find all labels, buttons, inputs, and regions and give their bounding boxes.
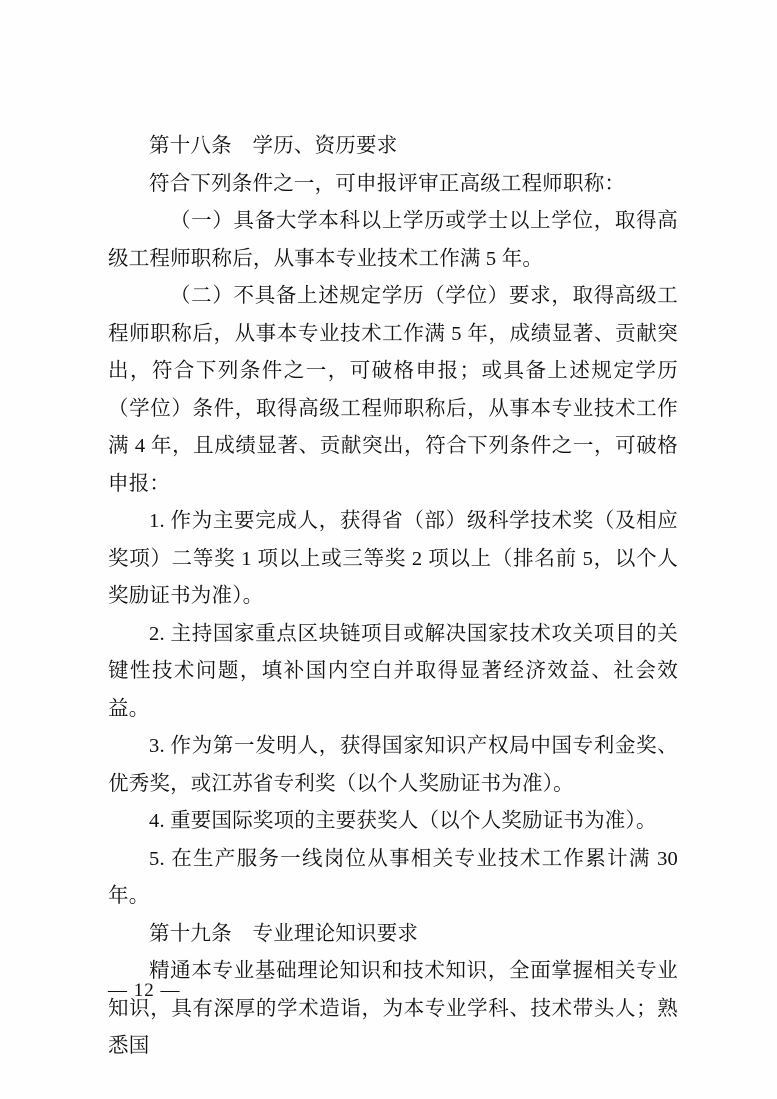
article-18-sub-item-4: 4. 重要国际奖项的主要获奖人（以个人奖励证书为准）。: [149, 810, 657, 832]
article-18-item-2: （二）不具备上述规定学历（学位）要求，取得高级工程师职称后，从事本专业技术工作满 5 年，成绩显著、贡献突出，符合下列条件之一，可破格申报；或具备上述规定学历（学位）条件，取得高级工程师职称后，从事本专业技术工作满 4 年，且成绩显著、贡献突出，符合下列条件之一，可破格申报：: [108, 285, 678, 495]
article-18-item-1: （一）具备大学本科以上学历或学士以上学位，取得高级工程师职称后，从事本专业技术工作满 5 年。: [108, 210, 678, 270]
article-19-paragraph: 精通本专业基础理论知识和技术知识，全面掌握相关专业知识，具有深厚的学术造诣，为本专业学科、技术带头人；熟悉国: [108, 960, 678, 1057]
article-18-heading: 第十八条 学历、资历要求: [149, 135, 398, 157]
article-18-sub-item-3: 3. 作为第一发明人，获得国家知识产权局中国专利金奖、优秀奖，或江苏省专利奖（以个人奖励证书为准）。: [108, 735, 678, 795]
page-body: [108, 128, 678, 1066]
article-18-sub-item-5: 5. 在生产服务一线岗位从事相关专业技术工作累计满 30 年。: [108, 847, 678, 907]
article-18-sub-item-2: 2. 主持国家重点区块链项目或解决国家技术攻关项目的关键性技术问题，填补国内空白并取得显著经济效益、社会效益。: [108, 622, 678, 720]
article-19-heading: 第十九条 专业理论知识要求: [149, 922, 419, 945]
article-18-sub-item-1: 1. 作为主要完成人，获得省（部）级科学技术奖（及相应奖项）二等奖 1 项以上或三等奖 2 项以上（排名前 5，以个人奖励证书为准）。: [108, 510, 678, 607]
page-number: — 12 —: [108, 980, 181, 1001]
page-footer: [108, 980, 678, 1002]
article-18-lead-paragraph: 符合下列条件之一，可申报评审正高级工程师职称：: [149, 172, 626, 195]
